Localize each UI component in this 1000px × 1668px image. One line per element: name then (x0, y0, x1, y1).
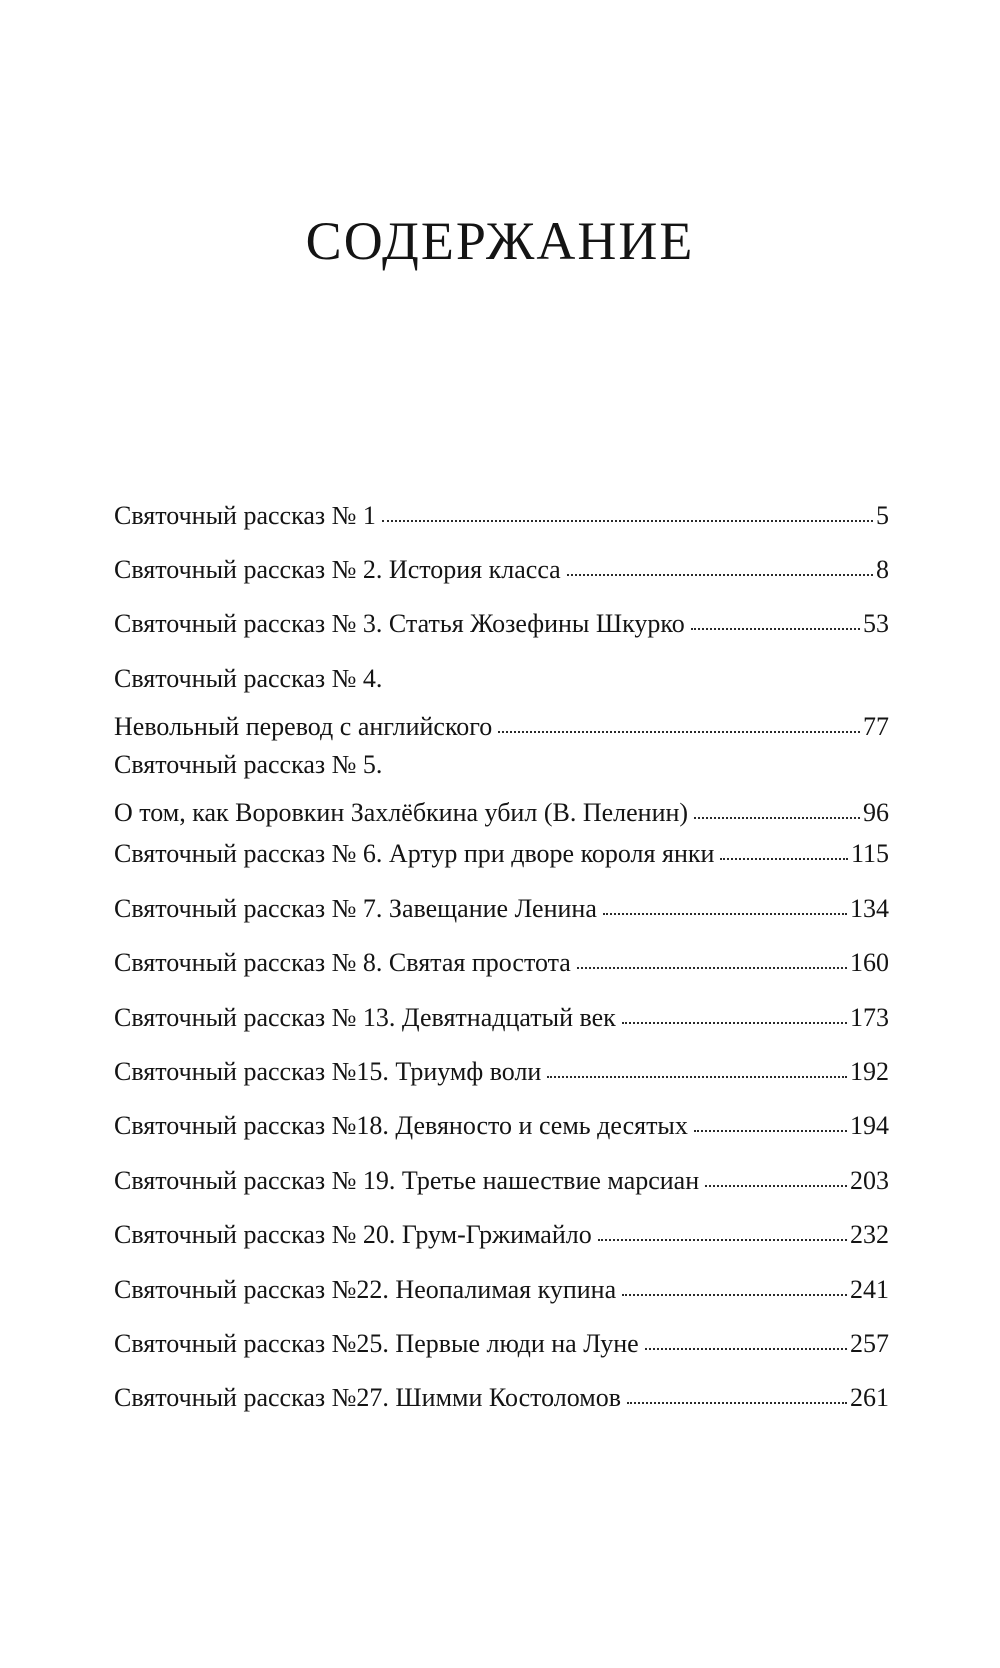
dot-leader (705, 1169, 847, 1189)
toc-entry-page: 5 (876, 501, 889, 530)
toc-entry-page: 261 (850, 1383, 889, 1412)
toc-entry-title: Святочный рассказ №18. Девяносто и семь десятых (114, 1111, 688, 1140)
dot-leader (645, 1332, 847, 1352)
toc-entry-title: Святочный рассказ № 13. Девятнадцатый век (114, 1003, 616, 1032)
toc-entry[interactable] (114, 492, 889, 540)
toc-entry[interactable] (114, 1157, 889, 1205)
toc-entry[interactable] (114, 939, 889, 987)
dot-leader (547, 1060, 847, 1080)
toc-entry-page: 8 (876, 555, 889, 584)
page-title: СОДЕРЖАНИЕ (305, 211, 695, 272)
toc-entry-title-line-1: Святочный рассказ № 4. (114, 664, 383, 693)
toc-entry-page: 115 (850, 839, 889, 868)
dot-leader (598, 1223, 847, 1243)
toc-entry-title: Святочный рассказ №25. Первые люди на Луне (114, 1329, 639, 1358)
dot-leader (694, 801, 860, 821)
toc-entry[interactable] (114, 655, 889, 751)
toc-entry-title: Святочный рассказ № 7. Завещание Ленина (114, 894, 597, 923)
toc-entry-page: 160 (850, 948, 889, 977)
toc-entry[interactable] (114, 994, 889, 1042)
toc-entry-title-line-2: Невольный перевод с английского (114, 712, 493, 741)
dot-leader (498, 715, 860, 735)
toc-entry[interactable] (114, 830, 889, 878)
toc-entry-page: 134 (850, 894, 889, 923)
toc-entry-title: Святочный рассказ №22. Неопалимая купина (114, 1275, 617, 1304)
toc-entry-page: 194 (850, 1111, 889, 1140)
dot-leader (567, 558, 873, 578)
dot-leader (720, 842, 848, 862)
toc-entry-page: 203 (850, 1166, 889, 1195)
dot-leader (691, 612, 860, 632)
toc-entry-page: 173 (850, 1003, 889, 1032)
dot-leader (603, 897, 847, 917)
toc-entry[interactable] (114, 741, 889, 837)
toc-entry[interactable] (114, 1374, 889, 1422)
toc-entry[interactable] (114, 600, 889, 648)
toc-entry-page: 77 (863, 712, 889, 741)
toc-entry-page: 53 (863, 609, 889, 638)
toc-entry[interactable] (114, 1102, 889, 1150)
toc-entry-title: Святочный рассказ №27. Шимми Костоломов (114, 1383, 622, 1412)
toc-entry-page: 232 (850, 1220, 889, 1249)
toc-entry-title-line-2: О том, как Воровкин Захлёбкина убил (В. Пеленин) (114, 798, 689, 827)
toc-entry-page: 241 (850, 1275, 889, 1304)
dot-leader (622, 1278, 847, 1298)
toc-entry[interactable] (114, 1211, 889, 1259)
toc-entry[interactable] (114, 546, 889, 594)
dot-leader (622, 1006, 847, 1026)
toc-entry-title-line-1: Святочный рассказ № 5. (114, 750, 383, 779)
toc-entry-title: Святочный рассказ № 8. Святая простота (114, 948, 571, 977)
toc-entry-page: 96 (863, 798, 889, 827)
toc-entry-title: Святочный рассказ № 3. Статья Жозефины Шкурко (114, 609, 685, 638)
toc-entry-title: Святочный рассказ № 2. История класса (114, 555, 561, 584)
dot-leader (627, 1386, 847, 1406)
dot-leader (694, 1114, 847, 1134)
toc-entry-title: Святочный рассказ № 1 (114, 501, 376, 530)
toc-entry-title: Святочный рассказ №15. Триумф воли (114, 1057, 542, 1086)
toc-entry[interactable] (114, 1266, 889, 1314)
toc-entry-title: Святочный рассказ № 6. Артур при дворе короля янки (114, 839, 715, 868)
toc-entry[interactable] (114, 885, 889, 933)
toc-entry[interactable] (114, 1320, 889, 1368)
toc-entry-page: 192 (850, 1057, 889, 1086)
toc-entry-page: 257 (850, 1329, 889, 1358)
toc-entry-title: Святочный рассказ № 20. Грум-Гржимайло (114, 1220, 592, 1249)
dot-leader (382, 504, 873, 524)
toc-entry[interactable] (114, 1048, 889, 1096)
dot-leader (577, 951, 847, 971)
toc-entry-title: Святочный рассказ № 19. Третье нашествие марсиан (114, 1166, 700, 1195)
